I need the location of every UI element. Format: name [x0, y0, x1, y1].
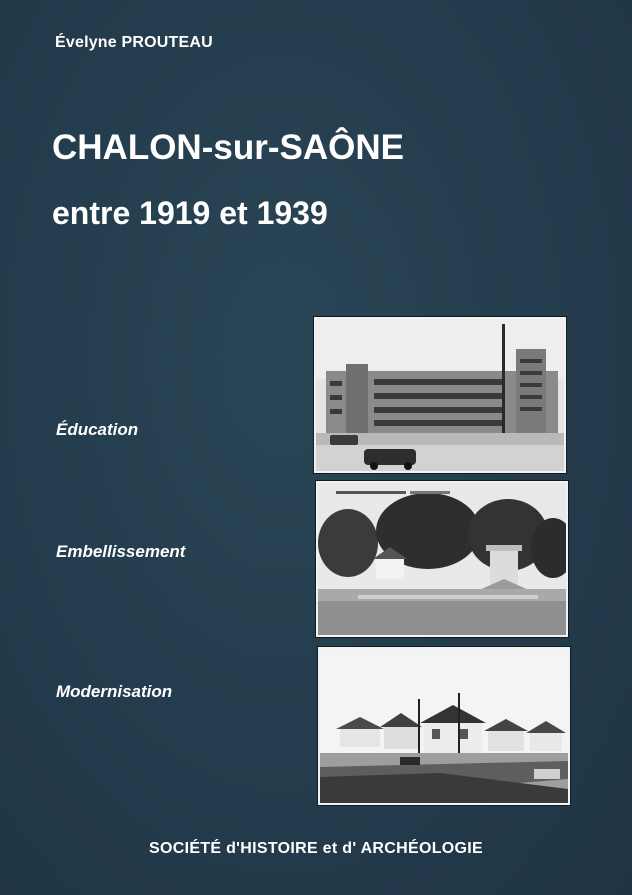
photo-school-building [314, 317, 566, 473]
theme-embellissement: Embellissement [56, 542, 186, 561]
title-line-2: entre 1919 et 1939 [52, 195, 328, 231]
author-name: Évelyne PROUTEAU [55, 34, 213, 51]
photo-modern-houses [318, 647, 570, 805]
theme-modernisation: Modernisation [56, 682, 173, 701]
theme-education: Éducation [56, 420, 139, 439]
title-line-1: CHALON-sur-SAÔNE [52, 128, 404, 167]
publisher-name: SOCIÉTÉ d'HISTOIRE et d' ARCHÉOLOGIE [149, 840, 483, 857]
photo-park-monument [316, 481, 568, 637]
